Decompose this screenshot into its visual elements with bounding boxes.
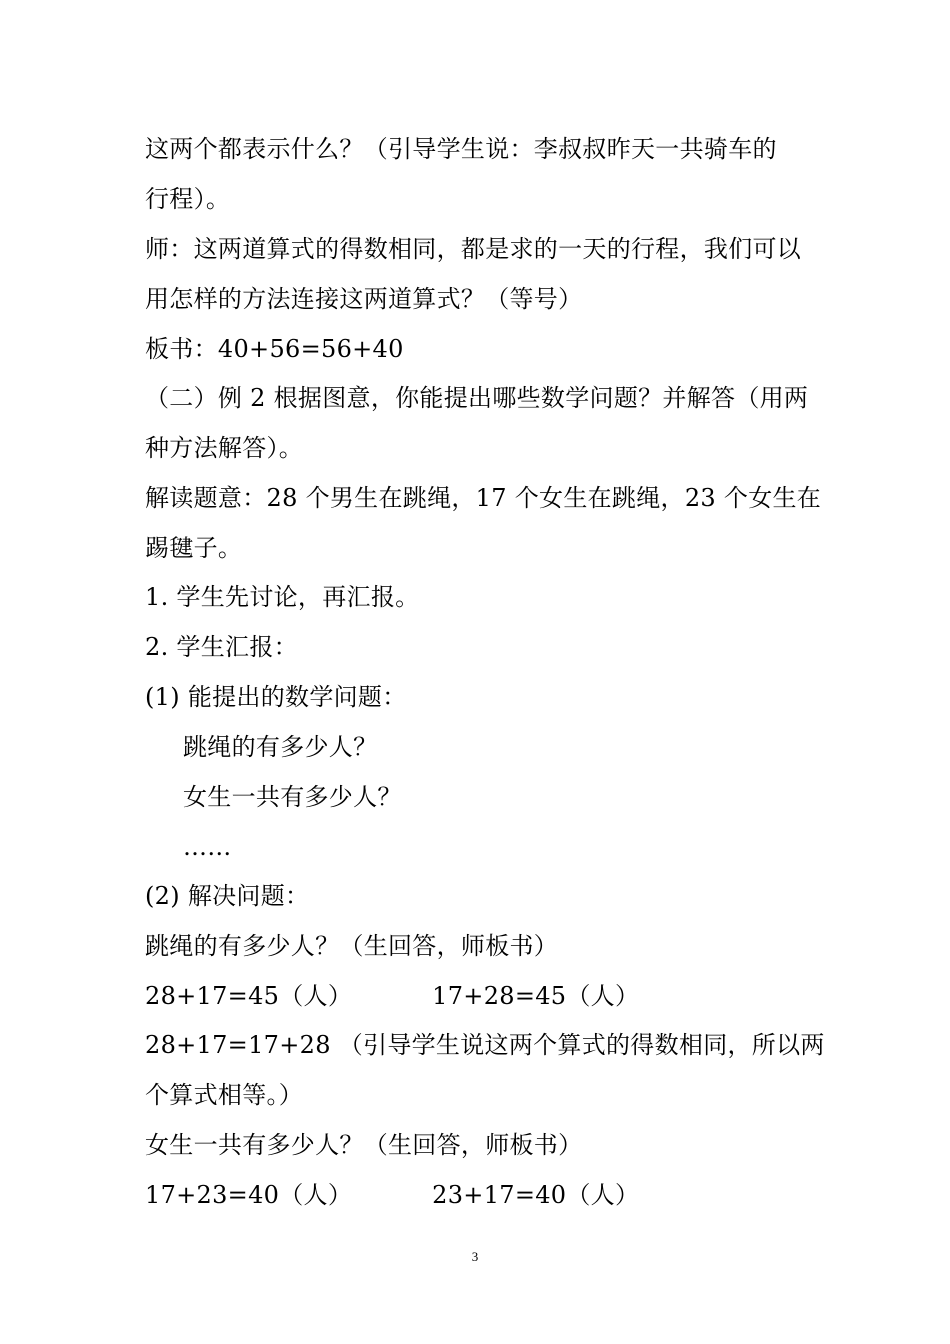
equation-row	[145, 981, 639, 1011]
equation-row	[145, 1180, 639, 1210]
equation: 28+17=45（人）	[145, 982, 353, 1010]
page-number: 3	[471, 1249, 479, 1264]
equation: 17+23=40（人）	[145, 1181, 353, 1209]
question-item: 跳绳的有多少人？	[183, 733, 378, 761]
text-line: 种方法解答）。	[145, 434, 304, 462]
list-item: 2. 学生汇报：	[145, 633, 298, 661]
text-line: 这两个都表示什么？（引导学生说：李叔叔昨天一共骑车的	[145, 135, 777, 163]
list-item: (2) 解决问题：	[145, 882, 310, 910]
text-line: 踢毽子。	[145, 534, 243, 562]
list-item: 1. 学生先讨论，再汇报。	[145, 583, 420, 611]
text-line: 行程）。	[145, 185, 231, 213]
text-line: 师：这两道算式的得数相同，都是求的一天的行程，我们可以	[145, 235, 802, 263]
text-line: 女生一共有多少人？（生回答，师板书）	[145, 1131, 583, 1159]
text-line: 个算式相等。）	[145, 1081, 304, 1109]
text-line: 跳绳的有多少人？（生回答，师板书）	[145, 932, 559, 960]
text-line: 28+17=17+28 （引导学生说这两个算式的得数相同，所以两	[145, 1031, 825, 1059]
text-line: 解读题意：28 个男生在跳绳，17 个女生在跳绳，23 个女生在	[145, 484, 822, 512]
list-item: (1) 能提出的数学问题：	[145, 683, 407, 711]
equation: 23+17=40（人）	[432, 1181, 640, 1209]
text-line: （二）例 2 根据图意，你能提出哪些数学问题？并解答（用两	[145, 384, 809, 412]
text-line: 用怎样的方法连接这两道算式？（等号）	[145, 285, 583, 313]
equation: 17+28=45（人）	[432, 982, 640, 1010]
ellipsis: ……	[183, 833, 232, 861]
question-item: 女生一共有多少人？	[183, 783, 402, 811]
text-line: 板书：40+56=56+40	[145, 335, 404, 363]
